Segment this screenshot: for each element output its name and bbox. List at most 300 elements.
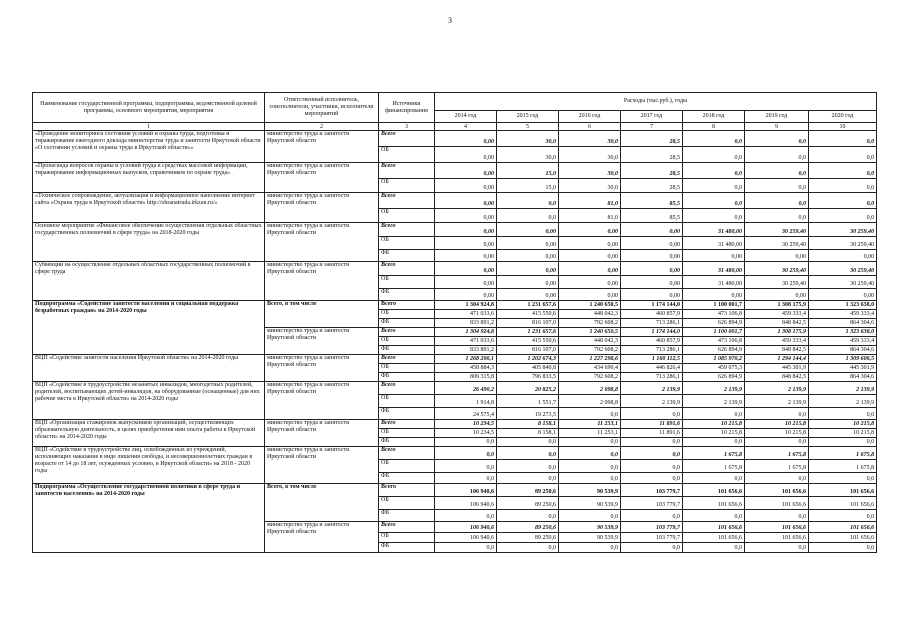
amount-cell: 10 215,8 bbox=[809, 429, 877, 438]
amount-cell: 1 675,8 bbox=[683, 460, 745, 473]
table-row bbox=[33, 223, 877, 237]
amount-cell: 2 139,9 bbox=[745, 382, 809, 395]
amount-cell: 101 656,6 bbox=[683, 522, 745, 533]
amount-cell: 101 656,6 bbox=[809, 533, 877, 543]
amount-cell: 1 085 970,2 bbox=[683, 355, 745, 364]
budget-table bbox=[32, 92, 877, 553]
amount-cell: 1 675,8 bbox=[745, 460, 809, 473]
budget-table-container bbox=[32, 92, 876, 553]
amount-cell: 0,0 bbox=[559, 473, 621, 484]
amount-cell: 0,0 bbox=[497, 473, 559, 484]
amount-cell: 0,00 bbox=[497, 250, 559, 262]
amount-cell: 10 215,8 bbox=[745, 429, 809, 438]
amount-cell: 713 286,1 bbox=[621, 319, 683, 328]
amount-cell: 1 323 638,0 bbox=[809, 301, 877, 310]
amount-cell: 809 315,8 bbox=[435, 373, 497, 382]
funding-source: ФБ bbox=[379, 510, 435, 522]
amount-cell: 101 656,6 bbox=[745, 533, 809, 543]
table-row bbox=[33, 355, 877, 364]
amount-cell: 0,0 bbox=[621, 438, 683, 447]
amount-cell: 30,0 bbox=[497, 131, 559, 147]
amount-cell: 0,0 bbox=[745, 131, 809, 147]
amount-cell: 0,00 bbox=[745, 250, 809, 262]
amount-cell: 0,00 bbox=[559, 250, 621, 262]
amount-cell: 0,0 bbox=[435, 438, 497, 447]
amount-cell: 106 940,6 bbox=[435, 484, 497, 497]
executor-name: министерство труда и занятости Иркутской области bbox=[265, 223, 379, 262]
funding-source: Всего bbox=[379, 301, 435, 310]
amount-cell: 0,00 bbox=[559, 276, 621, 289]
funding-source: Всего bbox=[379, 328, 435, 337]
executor-name: министерство труда и занятости Иркутской области bbox=[265, 163, 379, 193]
amount-cell: 101 656,6 bbox=[745, 522, 809, 533]
table-row bbox=[33, 131, 877, 147]
amount-cell: 0,0 bbox=[745, 179, 809, 193]
program-name: Субвенции на осуществление отдельных областных государственных полномочий в сфере труда bbox=[33, 262, 265, 301]
amount-cell: 26 490,2 bbox=[435, 382, 497, 395]
header-year: 2019 год bbox=[745, 111, 809, 123]
amount-cell: 833 891,2 bbox=[435, 346, 497, 355]
amount-cell: 0,0 bbox=[809, 131, 877, 147]
amount-cell: 0,0 bbox=[497, 438, 559, 447]
amount-cell: 15,0 bbox=[497, 163, 559, 179]
amount-cell: 448 042,3 bbox=[559, 310, 621, 319]
amount-cell: 0,0 bbox=[621, 543, 683, 553]
amount-cell: 0,0 bbox=[745, 510, 809, 522]
amount-cell: 11 253,1 bbox=[559, 420, 621, 429]
amount-cell: 1 309 606,5 bbox=[809, 355, 877, 364]
amount-cell: 2 139,9 bbox=[621, 382, 683, 395]
program-name: ВЦП «Организация стажировок выпускников организаций, осуществляющих образовательную деятельность, в целях приобретения ими опыта работы в Иркутской области» на 2014-2020 годы bbox=[33, 420, 265, 447]
amount-cell: 2 139,9 bbox=[809, 395, 877, 408]
amount-cell: 2 139,9 bbox=[745, 395, 809, 408]
funding-source: ОБ bbox=[379, 533, 435, 543]
amount-cell: 0,00 bbox=[435, 163, 497, 179]
amount-cell: 848 842,5 bbox=[745, 319, 809, 328]
amount-cell: 106 940,6 bbox=[435, 522, 497, 533]
table-row bbox=[33, 262, 877, 276]
amount-cell: 0,0 bbox=[809, 438, 877, 447]
amount-cell: 30 259,40 bbox=[809, 262, 877, 276]
amount-cell: 0,00 bbox=[435, 179, 497, 193]
amount-cell: 0,0 bbox=[435, 510, 497, 522]
funding-source: Всего bbox=[379, 355, 435, 364]
amount-cell: 90 539,9 bbox=[559, 497, 621, 510]
amount-cell: 1 160 112,5 bbox=[621, 355, 683, 364]
amount-cell: 0,00 bbox=[435, 262, 497, 276]
amount-cell: 2 139,9 bbox=[809, 382, 877, 395]
amount-cell: 459 333,4 bbox=[745, 337, 809, 346]
amount-cell: 24 575,4 bbox=[435, 408, 497, 420]
amount-cell: 471 033,6 bbox=[435, 337, 497, 346]
column-index: 4 bbox=[435, 123, 497, 131]
amount-cell: 0,0 bbox=[809, 209, 877, 223]
amount-cell: 103 779,7 bbox=[621, 497, 683, 510]
table-row bbox=[33, 382, 877, 395]
amount-cell: 796 833,5 bbox=[497, 373, 559, 382]
header-program: Наименование государственной программы, подпрограммы, ведомственной целевой программы, основного мероприятия, мероприятия bbox=[33, 93, 265, 123]
amount-cell: 0,0 bbox=[621, 460, 683, 473]
amount-cell: 0,0 bbox=[559, 543, 621, 553]
amount-cell: 446 826,4 bbox=[621, 364, 683, 373]
amount-cell: 445 301,9 bbox=[809, 364, 877, 373]
amount-cell: 0,00 bbox=[497, 276, 559, 289]
amount-cell: 1 323 638,0 bbox=[809, 328, 877, 337]
amount-cell: 30,0 bbox=[497, 147, 559, 163]
amount-cell: 10 215,8 bbox=[809, 420, 877, 429]
header-year: 2014 год bbox=[435, 111, 497, 123]
amount-cell: 459 333,4 bbox=[809, 337, 877, 346]
column-index: 6 bbox=[559, 123, 621, 131]
amount-cell: 28,5 bbox=[621, 147, 683, 163]
amount-cell: 848 842,5 bbox=[745, 346, 809, 355]
amount-cell: 101 656,6 bbox=[683, 533, 745, 543]
amount-cell: 1 231 657,6 bbox=[497, 328, 559, 337]
amount-cell: 0,00 bbox=[621, 250, 683, 262]
amount-cell: 103 779,7 bbox=[621, 533, 683, 543]
amount-cell: 445 301,9 bbox=[745, 364, 809, 373]
amount-cell: 2 139,9 bbox=[621, 395, 683, 408]
amount-cell: 30,0 bbox=[559, 131, 621, 147]
amount-cell: 11 891,6 bbox=[621, 420, 683, 429]
amount-cell: 28,5 bbox=[621, 131, 683, 147]
amount-cell: 1 675,8 bbox=[809, 460, 877, 473]
funding-source: Всего bbox=[379, 484, 435, 497]
amount-cell: 0,0 bbox=[497, 510, 559, 522]
funding-source: ОБ bbox=[379, 364, 435, 373]
amount-cell: 85,5 bbox=[621, 193, 683, 209]
amount-cell: 1 308 175,9 bbox=[745, 301, 809, 310]
amount-cell: 0,0 bbox=[683, 510, 745, 522]
funding-source: ОБ bbox=[379, 429, 435, 438]
executor-name: министерство труда и занятости Иркутской области bbox=[265, 262, 379, 301]
amount-cell: 626 894,9 bbox=[683, 346, 745, 355]
amount-cell: 792 608,2 bbox=[559, 373, 621, 382]
table-row bbox=[33, 163, 877, 179]
header-row bbox=[33, 93, 877, 111]
program-name: Подпрограмма «Содействие занятости населения и социальная поддержка безработных граждан» на 2014-2020 годы bbox=[33, 301, 265, 355]
amount-cell: 0,0 bbox=[745, 209, 809, 223]
amount-cell: 1 308 175,9 bbox=[745, 328, 809, 337]
funding-source: ОБ bbox=[379, 179, 435, 193]
amount-cell: 0,00 bbox=[435, 209, 497, 223]
amount-cell: 30 259,40 bbox=[745, 276, 809, 289]
funding-source: Всего bbox=[379, 420, 435, 429]
amount-cell: 0,00 bbox=[621, 237, 683, 250]
amount-cell: 460 857,9 bbox=[621, 310, 683, 319]
amount-cell: 0,00 bbox=[745, 289, 809, 301]
amount-cell: 0,0 bbox=[621, 510, 683, 522]
header-executor: Ответственный исполнитель, соисполнители, участники, исполнители мероприятий bbox=[265, 93, 379, 123]
amount-cell: 89 250,6 bbox=[497, 522, 559, 533]
executor-name: министерство труда и занятости Иркутской области bbox=[265, 382, 379, 420]
amount-cell: 1 100 001,7 bbox=[683, 301, 745, 310]
amount-cell: 1 174 144,0 bbox=[621, 301, 683, 310]
amount-cell: 90 539,9 bbox=[559, 522, 621, 533]
funding-source: ОБ bbox=[379, 497, 435, 510]
amount-cell: 0,0 bbox=[745, 543, 809, 553]
executor-name: министерство труда и занятости Иркутской области bbox=[265, 193, 379, 223]
amount-cell: 31 480,00 bbox=[683, 223, 745, 237]
amount-cell: 10 215,8 bbox=[683, 420, 745, 429]
amount-cell: 0,0 bbox=[809, 510, 877, 522]
funding-source: Всего bbox=[379, 262, 435, 276]
funding-source: ОБ bbox=[379, 337, 435, 346]
amount-cell: 1 174 144,0 bbox=[621, 328, 683, 337]
amount-cell: 31 480,00 bbox=[683, 276, 745, 289]
funding-source: ФБ bbox=[379, 408, 435, 420]
amount-cell: 713 286,1 bbox=[621, 373, 683, 382]
executor-name: министерство труда и занятости Иркутской области bbox=[265, 420, 379, 447]
amount-cell: 0,0 bbox=[683, 473, 745, 484]
amount-cell: 103 779,7 bbox=[621, 522, 683, 533]
amount-cell: 0,0 bbox=[683, 543, 745, 553]
header-year: 2018 год bbox=[683, 111, 745, 123]
amount-cell: 30 259,40 bbox=[809, 237, 877, 250]
funding-source: ОБ bbox=[379, 395, 435, 408]
program-name: ВЦП «Содействие в трудоустройстве лиц, освобожденных из учреждений, исполняющих наказание в виде лишения свободы, и несовершеннолетних граждан в возрасте от 14 до 18 лет, осужденных условно, в Иркутской области» на 2018 - 2020 годы bbox=[33, 447, 265, 484]
column-index: 2 bbox=[265, 123, 379, 131]
amount-cell: 459 075,3 bbox=[683, 364, 745, 373]
amount-cell: 1 914,8 bbox=[435, 395, 497, 408]
column-index: 5 bbox=[497, 123, 559, 131]
amount-cell: 0,00 bbox=[497, 262, 559, 276]
amount-cell: 415 550,6 bbox=[497, 310, 559, 319]
amount-cell: 0,0 bbox=[559, 460, 621, 473]
amount-cell: 0,00 bbox=[683, 289, 745, 301]
amount-cell: 8 158,1 bbox=[497, 429, 559, 438]
amount-cell: 0,0 bbox=[435, 473, 497, 484]
amount-cell: 0,00 bbox=[435, 289, 497, 301]
amount-cell: 1 304 924,8 bbox=[435, 301, 497, 310]
amount-cell: 0,00 bbox=[435, 250, 497, 262]
amount-cell: 0,00 bbox=[621, 262, 683, 276]
funding-source: ОБ bbox=[379, 147, 435, 163]
amount-cell: 10 234,5 bbox=[435, 429, 497, 438]
amount-cell: 816 107,0 bbox=[497, 346, 559, 355]
amount-cell: 10 215,8 bbox=[745, 420, 809, 429]
table-row bbox=[33, 420, 877, 429]
amount-cell: 1 675,8 bbox=[745, 447, 809, 460]
amount-cell: 89 250,6 bbox=[497, 497, 559, 510]
amount-cell: 0,00 bbox=[497, 237, 559, 250]
amount-cell: 0,0 bbox=[745, 408, 809, 420]
amount-cell: 1 240 650,5 bbox=[559, 301, 621, 310]
amount-cell: 0,0 bbox=[559, 447, 621, 460]
amount-cell: 0,0 bbox=[745, 147, 809, 163]
amount-cell: 0,0 bbox=[683, 209, 745, 223]
column-index: 3 bbox=[379, 123, 435, 131]
header-year: 2020 год bbox=[809, 111, 877, 123]
amount-cell: 0,0 bbox=[497, 447, 559, 460]
amount-cell: 0,00 bbox=[809, 250, 877, 262]
amount-cell: 0,00 bbox=[435, 131, 497, 147]
column-index: 7 bbox=[621, 123, 683, 131]
amount-cell: 101 656,6 bbox=[745, 484, 809, 497]
amount-cell: 30 259,40 bbox=[745, 237, 809, 250]
amount-cell: 473 106,8 bbox=[683, 337, 745, 346]
amount-cell: 11 253,1 bbox=[559, 429, 621, 438]
amount-cell: 434 690,4 bbox=[559, 364, 621, 373]
amount-cell: 85,5 bbox=[621, 209, 683, 223]
amount-cell: 405 840,8 bbox=[497, 364, 559, 373]
amount-cell: 28,5 bbox=[621, 163, 683, 179]
amount-cell: 471 033,6 bbox=[435, 310, 497, 319]
amount-cell: 8 158,1 bbox=[497, 420, 559, 429]
header-year: 2015 год bbox=[497, 111, 559, 123]
amount-cell: 0,0 bbox=[559, 408, 621, 420]
amount-cell: 30,0 bbox=[559, 147, 621, 163]
amount-cell: 0,00 bbox=[435, 276, 497, 289]
funding-source: Всего bbox=[379, 447, 435, 460]
amount-cell: 0,0 bbox=[745, 163, 809, 179]
program-name: ВЦП «Содействие в трудоустройстве незанятых инвалидов, многодетных родителей, родителей, воспитывающих детей-инвалидов, на оборудованные (оснащенные) для них рабочие места в Иркутской области» на 2014-2020 годы bbox=[33, 382, 265, 420]
amount-cell: 0,0 bbox=[497, 209, 559, 223]
amount-cell: 0,0 bbox=[683, 131, 745, 147]
amount-cell: 1 294 144,4 bbox=[745, 355, 809, 364]
amount-cell: 0,0 bbox=[559, 438, 621, 447]
amount-cell: 101 656,6 bbox=[809, 497, 877, 510]
amount-cell: 30 259,40 bbox=[809, 276, 877, 289]
amount-cell: 0,0 bbox=[435, 460, 497, 473]
funding-source: ФБ bbox=[379, 373, 435, 382]
amount-cell: 31 480,00 bbox=[683, 262, 745, 276]
amount-cell: 31 480,00 bbox=[683, 237, 745, 250]
program-name: «Пропаганда вопросов охраны и условий труда в средствах массовой информации, тиражирование информационных выпусков, справочников по охране труда» bbox=[33, 163, 265, 193]
column-index: 10 bbox=[809, 123, 877, 131]
amount-cell: 0,0 bbox=[621, 473, 683, 484]
amount-cell: 1 240 650,5 bbox=[559, 328, 621, 337]
amount-cell: 2 139,9 bbox=[683, 395, 745, 408]
amount-cell: 459 333,4 bbox=[745, 310, 809, 319]
funding-source: Всего bbox=[379, 131, 435, 147]
amount-cell: 0,0 bbox=[683, 438, 745, 447]
header-source: Источники финансирования bbox=[379, 93, 435, 123]
amount-cell: 0,0 bbox=[621, 447, 683, 460]
executor-name: министерство труда и занятости Иркутской области bbox=[265, 355, 379, 382]
program-name: Основное мероприятие «Финансовое обеспечение осуществления отдельных областных государственных полномочий в сфере труда» на 2018-2020 годы bbox=[33, 223, 265, 262]
amount-cell: 0,0 bbox=[497, 543, 559, 553]
amount-cell: 0,0 bbox=[683, 408, 745, 420]
amount-cell: 30,0 bbox=[559, 163, 621, 179]
amount-cell: 1 227 298,6 bbox=[559, 355, 621, 364]
header-year: 2017 год bbox=[621, 111, 683, 123]
amount-cell: 0,00 bbox=[497, 289, 559, 301]
amount-cell: 0,00 bbox=[435, 237, 497, 250]
table-row bbox=[33, 447, 877, 460]
funding-source: Всего bbox=[379, 163, 435, 179]
amount-cell: 1 268 200,1 bbox=[435, 355, 497, 364]
amount-cell: 1 100 001,7 bbox=[683, 328, 745, 337]
amount-cell: 89 250,6 bbox=[497, 484, 559, 497]
funding-source: ОБ bbox=[379, 237, 435, 250]
amount-cell: 19 273,5 bbox=[497, 408, 559, 420]
funding-source: Всего bbox=[379, 193, 435, 209]
amount-cell: 0,0 bbox=[497, 460, 559, 473]
funding-source: ОБ bbox=[379, 310, 435, 319]
amount-cell: 626 894,9 bbox=[683, 319, 745, 328]
executor-name: Всего, в том числе bbox=[265, 484, 379, 522]
amount-cell: 11 891,6 bbox=[621, 429, 683, 438]
amount-cell: 2 139,9 bbox=[683, 382, 745, 395]
funding-source: ОБ bbox=[379, 209, 435, 223]
amount-cell: 0,0 bbox=[809, 193, 877, 209]
column-index: 1 bbox=[33, 123, 265, 131]
amount-cell: 0,0 bbox=[809, 179, 877, 193]
amount-cell: 864 304,6 bbox=[809, 346, 877, 355]
funding-source: ФБ bbox=[379, 438, 435, 447]
amount-cell: 0,0 bbox=[745, 473, 809, 484]
amount-cell: 0,00 bbox=[559, 289, 621, 301]
header-year: 2016 год bbox=[559, 111, 621, 123]
amount-cell: 0,0 bbox=[435, 447, 497, 460]
amount-cell: 0,0 bbox=[809, 473, 877, 484]
amount-cell: 10 234,5 bbox=[435, 420, 497, 429]
amount-cell: 0,0 bbox=[683, 179, 745, 193]
amount-cell: 101 656,6 bbox=[809, 484, 877, 497]
page-number: 3 bbox=[448, 16, 452, 25]
amount-cell: 473 106,8 bbox=[683, 310, 745, 319]
amount-cell: 0,00 bbox=[435, 147, 497, 163]
amount-cell: 713 286,1 bbox=[621, 346, 683, 355]
funding-source: Всего bbox=[379, 223, 435, 237]
amount-cell: 0,0 bbox=[683, 193, 745, 209]
program-name: Подпрограмма «Осуществление государственной политики в сфере труда и занятости населения» на 2014-2020 годы bbox=[33, 484, 265, 553]
amount-cell: 0,00 bbox=[435, 193, 497, 209]
program-name: «Техническое сопровождение, актуализация и информационное наполнение интернет сайта «Охрана труда в Иркутской области» http://ohranatruda.irkzan.ru/» bbox=[33, 193, 265, 223]
amount-cell: 0,00 bbox=[559, 237, 621, 250]
amount-cell: 81,0 bbox=[559, 209, 621, 223]
amount-cell: 90 539,9 bbox=[559, 533, 621, 543]
amount-cell: 2 098,8 bbox=[559, 382, 621, 395]
funding-source: ОБ bbox=[379, 460, 435, 473]
executor-name: министерство труда и занятости Иркутской области bbox=[265, 447, 379, 484]
program-name: ВЦП «Содействие занятости населения Иркутской области» на 2014-2020 годы bbox=[33, 355, 265, 382]
column-index-row bbox=[33, 123, 877, 131]
column-index: 8 bbox=[683, 123, 745, 131]
table-row bbox=[33, 484, 877, 497]
program-name: «Проведение мониторинга состояния условий и охраны труда, подготовка и тиражирование ежегодного доклада министерства труда и занятости Иркутской области «О состоянии условий и охраны труда в Иркутской области»» bbox=[33, 131, 265, 163]
table-row bbox=[33, 193, 877, 209]
amount-cell: 0,0 bbox=[435, 543, 497, 553]
executor-name: министерство труда и занятости Иркутской области bbox=[265, 131, 379, 163]
amount-cell: 0,0 bbox=[621, 408, 683, 420]
amount-cell: 459 333,4 bbox=[809, 310, 877, 319]
amount-cell: 101 656,6 bbox=[683, 497, 745, 510]
funding-source: Всего bbox=[379, 382, 435, 395]
amount-cell: 20 825,2 bbox=[497, 382, 559, 395]
funding-source: ФБ bbox=[379, 473, 435, 484]
column-index: 9 bbox=[745, 123, 809, 131]
amount-cell: 626 894,9 bbox=[683, 373, 745, 382]
funding-source: ФБ bbox=[379, 319, 435, 328]
header-expenses: Расходы (тыс.руб.), годы bbox=[435, 93, 877, 111]
table-row bbox=[33, 301, 877, 310]
amount-cell: 1 675,8 bbox=[683, 447, 745, 460]
executor-name: министерство труда и занятости Иркутской области bbox=[265, 328, 379, 355]
amount-cell: 1 551,7 bbox=[497, 395, 559, 408]
funding-source: Всего bbox=[379, 522, 435, 533]
funding-source: ОБ bbox=[379, 276, 435, 289]
amount-cell: 0,0 bbox=[809, 408, 877, 420]
amount-cell: 833 891,2 bbox=[435, 319, 497, 328]
funding-source: ФБ bbox=[379, 346, 435, 355]
amount-cell: 848 842,5 bbox=[745, 373, 809, 382]
amount-cell: 0,00 bbox=[621, 223, 683, 237]
amount-cell: 0,0 bbox=[809, 543, 877, 553]
amount-cell: 1 202 674,3 bbox=[497, 355, 559, 364]
amount-cell: 101 656,6 bbox=[745, 497, 809, 510]
